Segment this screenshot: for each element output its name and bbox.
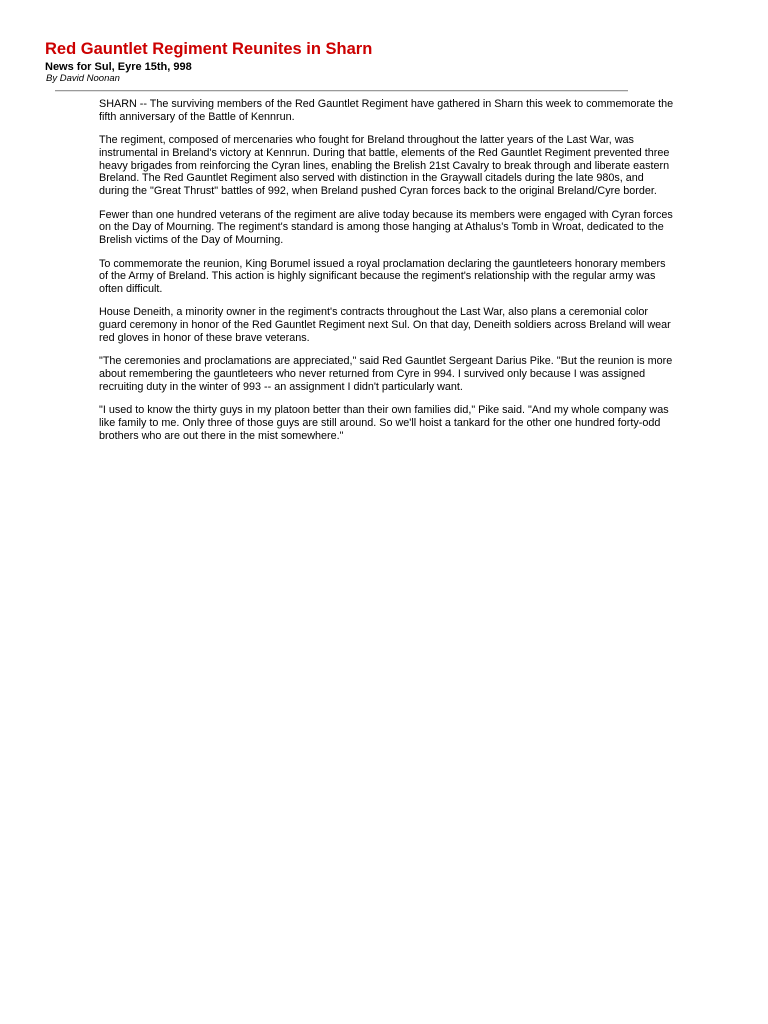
paragraph: To commemorate the reunion, King Borumel issued a royal proclamation declaring the gauntleteers honorary members of the Army of Breland. This action is highly significant because the regiment's relationship with the regular army was often difficult.: [99, 257, 666, 295]
paragraph: The regiment, composed of mercenaries who fought for Breland throughout the latter years of the Last War, was instrumental in Breland's victory at Kennrun. During that battle, elements of the Red Gauntlet Regiment prevented three heavy brigades from reinforcing the Cyran lines, enabling the Brelish 21st Cavalry to break through and liberate eastern Breland. The Red Gauntlet Regiment also served with distinction in the Graywall citadels during the late 980s, and during the "Great Thrust" battles of 992, when Breland pushed Cyran forces back to the original Breland/Cyre border.: [99, 134, 670, 197]
paragraph: SHARN -- The surviving members of the Red Gauntlet Regiment have gathered in Sharn this week to commemorate the fifth anniversary of the Battle of Kennrun.: [99, 98, 674, 123]
paragraph: "The ceremonies and proclamations are appreciated," said Red Gauntlet Sergeant Darius Pike. "But the reunion is more about remembering the gauntleteers who never returned from Cyre in 994. I survived only because I was assigned recruiting duty in the winter of 993 -- an assignment I didn't particularly want.: [99, 355, 673, 393]
dateline-subhead: News for Sul, Eyre 15th, 998: [45, 61, 192, 73]
byline: By David Noonan: [46, 73, 120, 84]
article-body: [99, 98, 675, 453]
paragraph: "I used to know the thirty guys in my platoon better than their own families did," Pike said. "And my whole company was like family to me. Only three of those guys are still around. So we'll hoist a tankard for the other one hundred forty-odd brothers who are out there in the mist somewhere.": [99, 404, 669, 442]
headline: Red Gauntlet Regiment Reunites in Sharn: [45, 40, 373, 58]
horizontal-divider: [55, 90, 628, 92]
paragraph: Fewer than one hundred veterans of the regiment are alive today because its members were engaged with Cyran forces on the Day of Mourning. The regiment's standard is among those hanging at Athalus's Tomb in Wroat, dedicated to the Brelish victims of the Day of Mourning.: [99, 208, 673, 246]
paragraph: House Deneith, a minority owner in the regiment's contracts throughout the Last War, also plans a ceremonial color guard ceremony in honor of the Red Gauntlet Regiment next Sul. On that day, Deneith soldiers across Breland will wear red gloves in honor of these brave veterans.: [99, 306, 671, 344]
